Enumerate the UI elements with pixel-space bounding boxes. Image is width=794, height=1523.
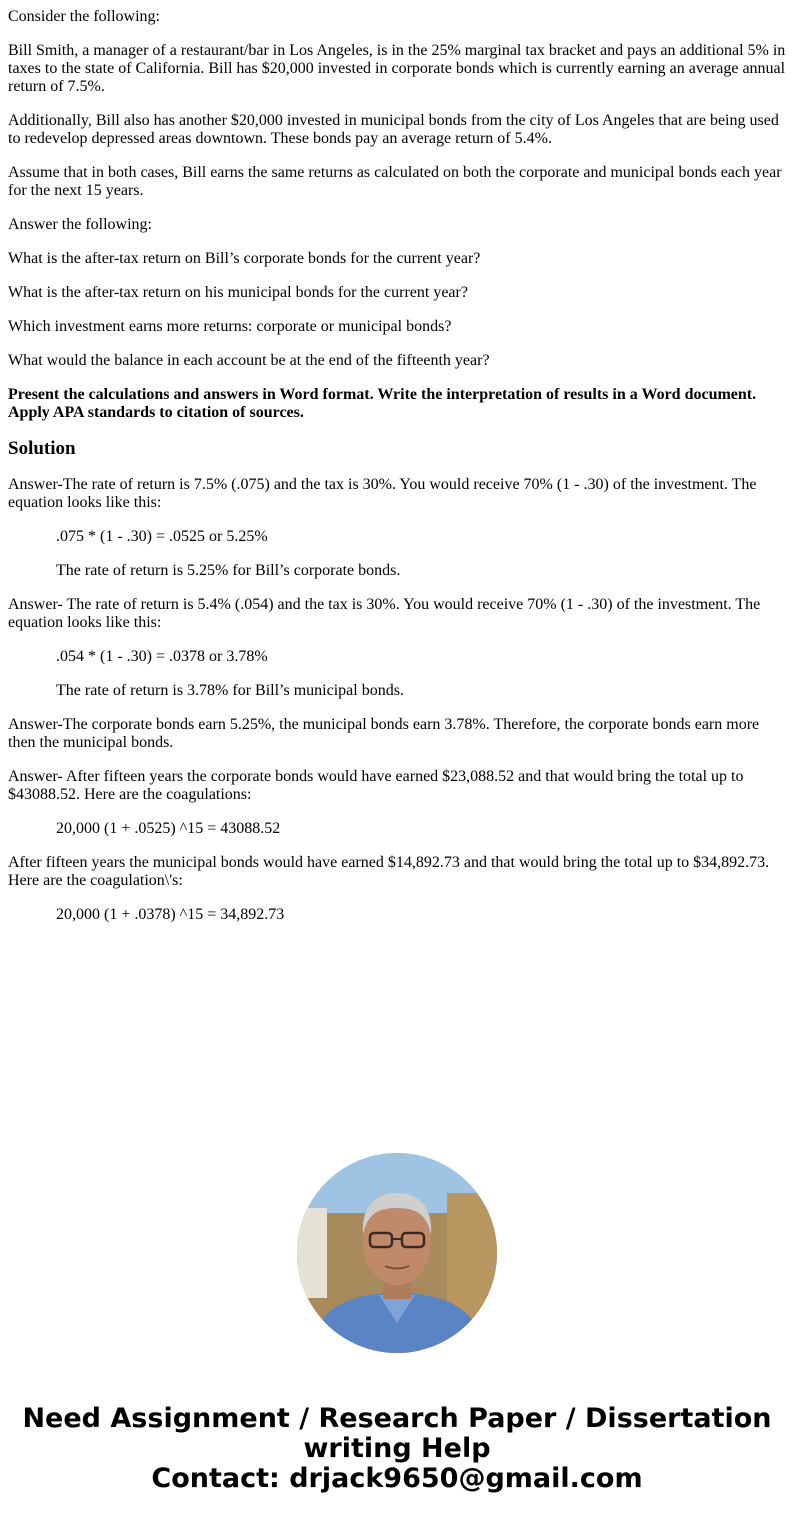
answer-1-result-block [56,562,786,580]
answer-prompt: Answer the following: [8,216,152,233]
contact-footer [0,1404,794,1494]
answer-2-result-block [56,682,786,700]
footer-line-2: writing Help [303,1433,491,1464]
answer-5: After fifteen years the municipal bonds would have earned $14,892.73 and that would bring the total up to $34,892.73. Here are the coagulation\'s: [8,854,770,889]
author-avatar [297,1153,497,1353]
document-body [8,8,786,940]
answer-1-equation: .075 * (1 - .30) = .0525 or 5.25% [56,528,268,545]
solution-heading: Solution [8,438,76,459]
question-3: Which investment earns more returns: corporate or municipal bonds? [8,318,452,335]
author-portrait-image [297,1153,497,1353]
answer-4: Answer- After fifteen years the corporate bonds would have earned $23,088.52 and that would bring the total up to $43088.52. Here are the coagulations: [8,768,744,803]
answer-5-equation: 20,000 (1 + .0378) ^15 = 34,892.73 [56,906,285,923]
answer-2-equation: .054 * (1 - .30) = .0378 or 3.78% [56,648,268,665]
answer-4-equation: 20,000 (1 + .0525) ^15 = 43088.52 [56,820,281,837]
answer-3: Answer-The corporate bonds earn 5.25%, the municipal bonds earn 3.78%. Therefore, the corporate bonds earn more then the municipal bonds. [8,716,760,751]
answer-1-equation-block [56,528,786,546]
answer-1-result: The rate of return is 5.25% for Bill’s corporate bonds. [56,562,401,579]
answer-2-equation-block [56,648,786,666]
footer-line-1: Need Assignment / Research Paper / Dissertation [22,1403,772,1434]
question-2: What is the after-tax return on his municipal bonds for the current year? [8,284,468,301]
answer-4-equation-block [56,820,786,838]
scenario-paragraph-3: Assume that in both cases, Bill earns the same returns as calculated on both the corporate and municipal bonds each year for the next 15 years. [8,164,782,199]
question-4: What would the balance in each account be at the end of the fifteenth year? [8,352,490,369]
answer-2-result: The rate of return is 3.78% for Bill’s municipal bonds. [56,682,404,699]
question-1: What is the after-tax return on Bill’s corporate bonds for the current year? [8,250,481,267]
intro-text: Consider the following: [8,8,160,25]
answer-5-equation-block [56,906,786,924]
answer-1: Answer-The rate of return is 7.5% (.075) and the tax is 30%. You would receive 70% (1 - .30) of the investment. The equation looks like this: [8,476,757,511]
scenario-paragraph-1: Bill Smith, a manager of a restaurant/bar in Los Angeles, is in the 25% marginal tax bracket and pays an additional 5% in taxes to the state of California. Bill has $20,000 invested in corporate bonds which is currently earning an average annual return of 7.5%. [8,42,786,95]
footer-contact-email: Contact: drjack9650@gmail.com [151,1463,643,1494]
scenario-paragraph-2: Additionally, Bill also has another $20,000 invested in municipal bonds from the city of Los Angeles that are being used to redevelop depressed areas downtown. These bonds pay an average return of 5.4%. [8,112,779,147]
answer-2: Answer- The rate of return is 5.4% (.054) and the tax is 30%. You would receive 70% (1 - .30) of the investment. The equation looks like this: [8,596,761,631]
instructions-text: Present the calculations and answers in Word format. Write the interpretation of results in a Word document. Apply APA standards to citation of sources. [8,386,757,421]
